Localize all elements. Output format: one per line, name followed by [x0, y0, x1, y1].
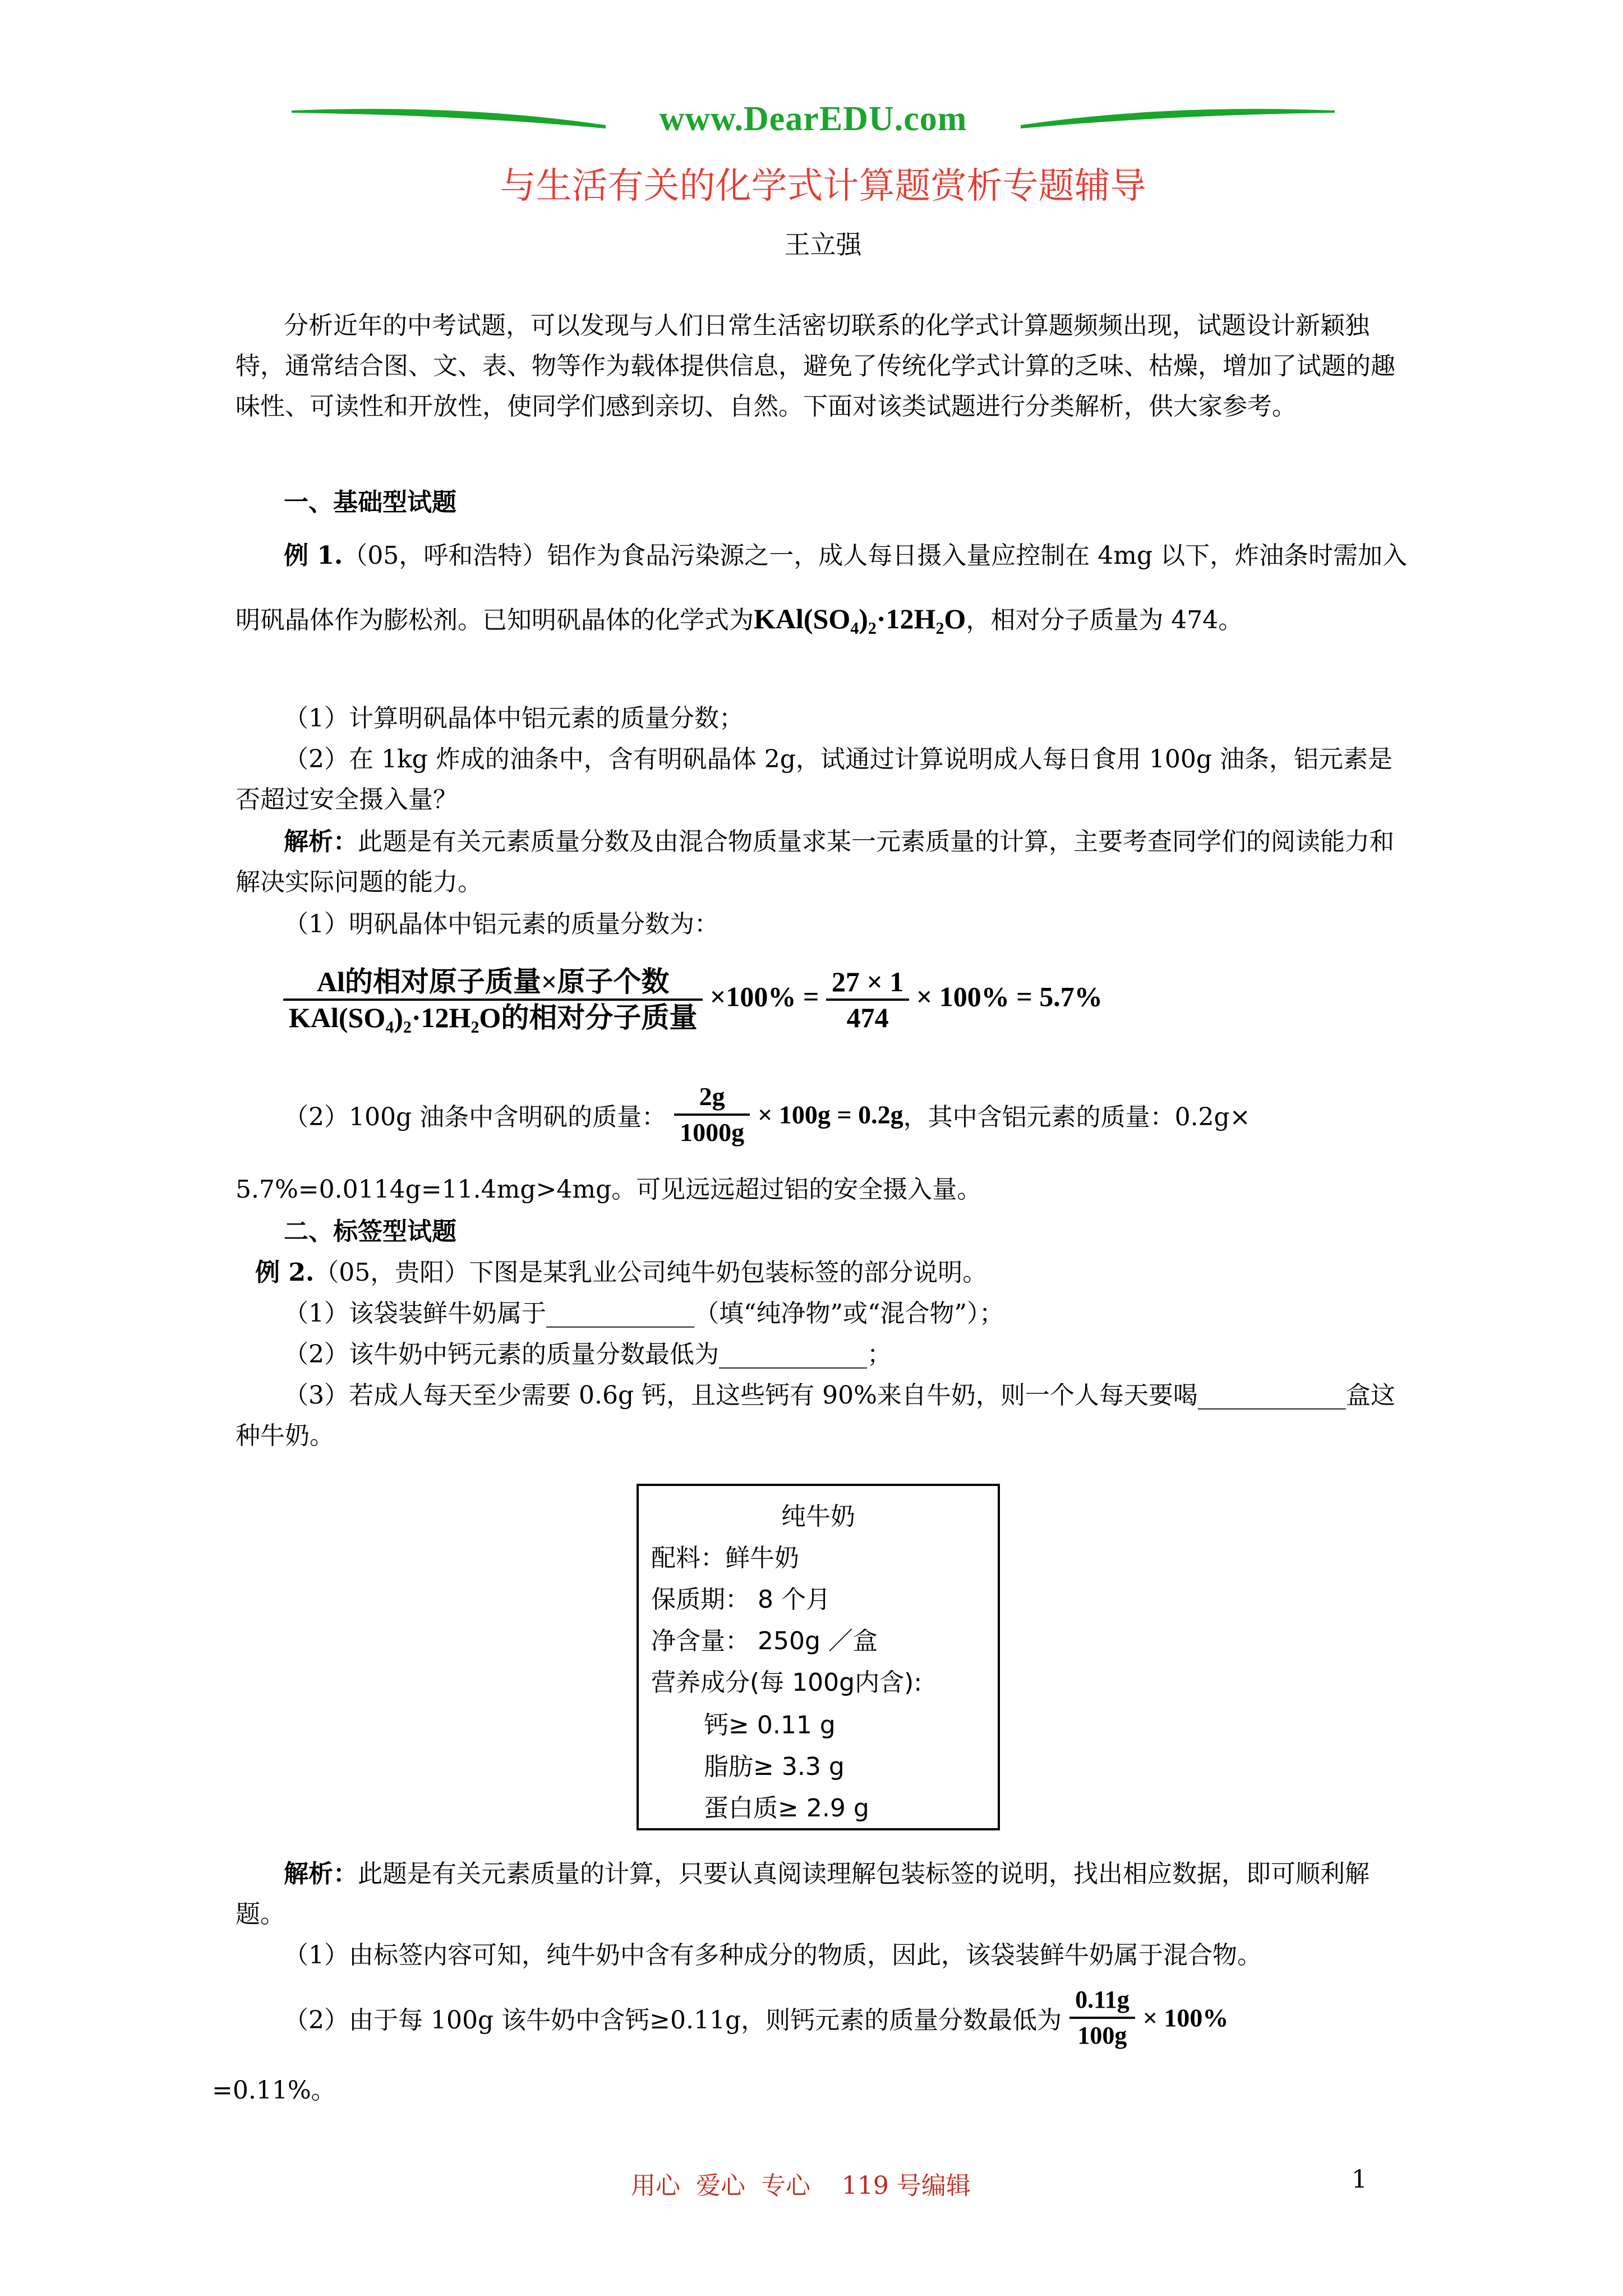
label-title: 纯牛奶: [781, 1502, 855, 1531]
example2-text: （05，贵阳）下图是某乳业公司纯牛奶包装标签的部分说明。: [314, 1258, 988, 1287]
intro-paragraph: 分析近年的中考试题，可以发现与人们日常生活密切联系的化学式计算题频频出现，试题设计新颖独特，通常结合图、文、表、物等作为载体提供信息，避免了传统化学式计算的乏味、枯燥，增加了试题的趣味性、可读性和开放性，使同学们感到亲切、自然。下面对该类试题进行分类解析，供大家参考。: [236, 311, 1395, 421]
question2-3: （3）若成人每天至少需要 0.6g 钙，且这些钙有 90%来自牛奶，则一个人每天要喝____________盒这种牛奶。: [236, 1381, 1395, 1450]
analysis1: [236, 822, 1410, 903]
analysis2-label: 解析：: [284, 1860, 358, 1888]
example1-text-a: （05，呼和浩特）铝作为食品污染源之一，成人每日摄入量应控制在 4mg 以下，炸油条时需加入明矾晶体作为膨松剂。已知明矾晶体的化学式为: [236, 541, 1408, 634]
label-calcium: 钙≥ 0.11 g: [704, 1711, 836, 1740]
section1-heading: 一、基础型试题: [284, 488, 457, 517]
author: 王立强: [784, 229, 862, 260]
eq1-num1: Al的相对原子质量×原子个数: [283, 965, 703, 1001]
eq2-num: 2g: [674, 1080, 750, 1116]
eq1-fraction-right: [826, 965, 910, 1034]
eq3-tail: × 100%: [1142, 2003, 1229, 2032]
alum-formula: KAl(SO₄)₂·12H₂O: [754, 603, 966, 634]
question2-1: （1）该袋装鲜牛奶属于____________（填“纯净物”或“混合物”）；: [284, 1299, 1004, 1328]
page-number: 1: [1352, 2165, 1367, 2194]
answer1-2-intro: （2）100g 油条中含明矾的质量：: [284, 1103, 667, 1131]
answer1-2-line2: 5.7%=0.0114g=11.4mg>4mg。可见远远超过铝的安全摄入量。: [236, 1175, 982, 1204]
label-shelf-life: 保质期： 8 个月: [651, 1585, 831, 1614]
label-net-content: 净含量： 250g ／盒: [651, 1627, 878, 1655]
answer1-2-text-b: ，其中含铝元素的质量：0.2g×: [903, 1103, 1251, 1131]
analysis2-text: 此题是有关元素质量的计算，只要认真阅读理解包装标签的说明，找出相应数据，即可顺利解题。: [236, 1860, 1370, 1929]
eq2-den: 1000g: [680, 1118, 745, 1147]
question1-1: （1）计算明矾晶体中铝元素的质量分数；: [284, 704, 744, 733]
answer2-1: （1）由标签内容可知，纯牛奶中含有多种成分的物质，因此，该袋装鲜牛奶属于混合物。: [284, 1941, 1262, 1970]
logo-text: www.DearEDU.com: [659, 100, 967, 138]
answer2-2-intro: （2）由于每 100g 该牛奶中含钙≥0.11g，则钙元素的质量分数最低为: [284, 2006, 1062, 2035]
question2-2: （2）该牛奶中钙元素的质量分数最低为____________；: [284, 1340, 892, 1369]
eq3-fraction: [1069, 1983, 1135, 2053]
question1-2: （2）在 1kg 炸成的油条中，含有明矾晶体 2g，试通过计算说明成人每日食用 100g 油条，铝元素是否超过安全摄入量？: [236, 745, 1393, 814]
example1-text-b: ，相对分子质量为 474。: [966, 606, 1243, 634]
eq1-num2: 27 × 1: [826, 965, 910, 1001]
header-logo: [292, 98, 1335, 137]
footer-text: 用心 爱心 专心 119 号编辑: [631, 2171, 971, 2200]
example1-label: 例 1.: [284, 541, 343, 570]
example1-paragraph: [236, 524, 1410, 652]
analysis2: [236, 1854, 1410, 1935]
page-title: 与生活有关的化学式计算题赏析专题辅导: [500, 165, 1146, 207]
eq1-fraction-left: [283, 965, 703, 1034]
eq1-den1: KAl(SO₄)₂·12H₂O的相对分子质量: [289, 1002, 698, 1033]
analysis1-label: 解析：: [284, 827, 358, 856]
eq2-tail: × 100g = 0.2g: [758, 1100, 903, 1129]
equation-1: [283, 965, 1103, 1034]
eq1-mid: ×100% =: [709, 981, 819, 1013]
answer2-2: [284, 1983, 1228, 2053]
label-ingredients: 配料：鲜牛奶: [651, 1544, 799, 1572]
answer1-1-intro: （1）明矾晶体中铝元素的质量分数为：: [284, 910, 719, 938]
label-nutrition-heading: 营养成分(每 100g内含):: [651, 1668, 923, 1697]
eq2-fraction: [674, 1080, 750, 1149]
eq3-den: 100g: [1077, 2022, 1127, 2049]
answer2-2-line2: =0.11%。: [212, 2076, 336, 2105]
analysis1-text: 此题是有关元素质量分数及由混合物质量求某一元素质量的计算，主要考查同学们的阅读能力和解决实际问题的能力。: [236, 827, 1394, 896]
eq1-tail: × 100% = 5.7%: [916, 981, 1103, 1013]
label-protein: 蛋白质≥ 2.9 g: [704, 1794, 869, 1823]
eq3-num: 0.11g: [1069, 1983, 1135, 2019]
label-fat: 脂肪≥ 3.3 g: [704, 1752, 845, 1781]
milk-label-box: [637, 1484, 1000, 1830]
example2-label: 例 2.: [255, 1258, 315, 1287]
eq1-den2: 474: [846, 1002, 889, 1033]
section2-heading: 二、标签型试题: [284, 1217, 457, 1246]
answer1-2: [284, 1080, 1251, 1149]
example2-paragraph: [255, 1253, 987, 1293]
